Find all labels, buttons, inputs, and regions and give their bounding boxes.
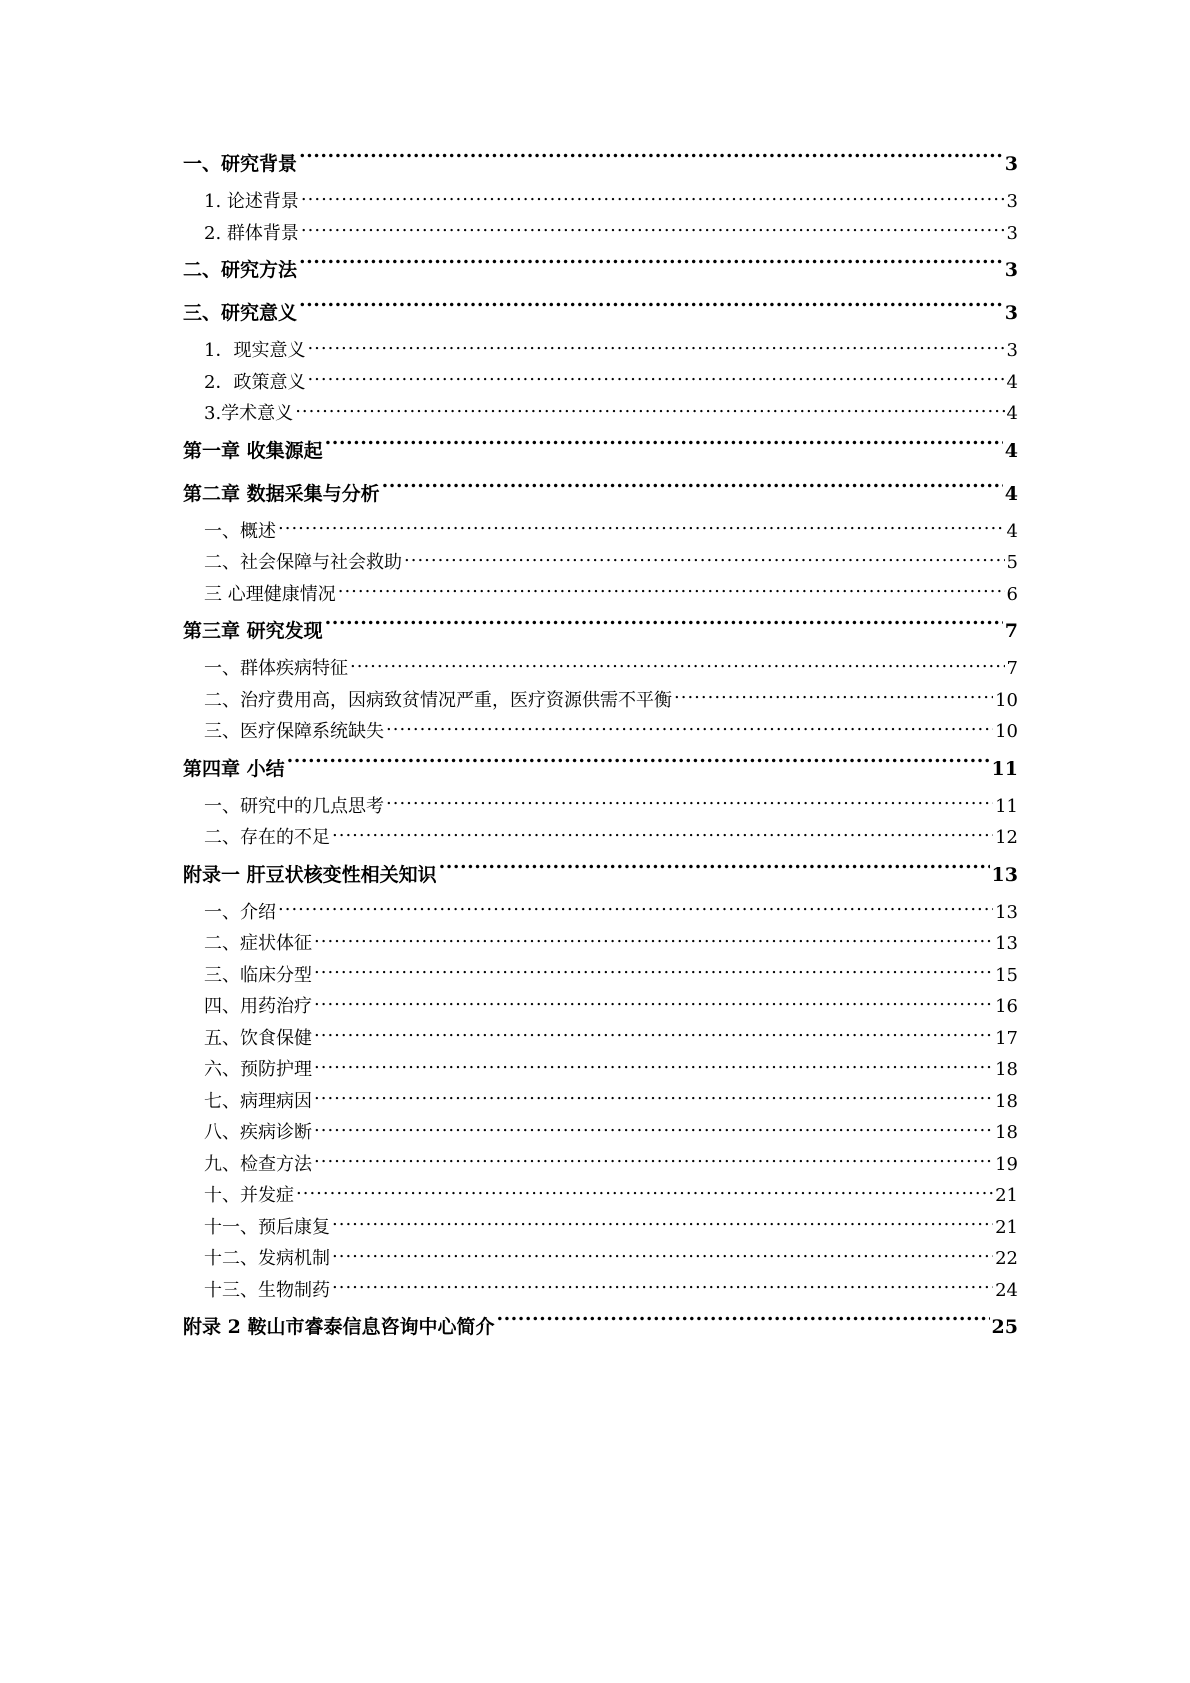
- toc-entry-title: 六、预防护理: [204, 1059, 312, 1080]
- dot-leader: [404, 550, 1005, 568]
- dot-leader: [307, 370, 1004, 388]
- toc-entry-title: 三、医疗保障系统缺失: [204, 721, 384, 742]
- toc-page-number: 5: [1006, 552, 1018, 573]
- toc-page-number: 10: [995, 721, 1018, 742]
- toc-subentry[interactable]: [183, 716, 1018, 748]
- toc-subentry[interactable]: [183, 991, 1018, 1023]
- toc-heading-entry[interactable]: [183, 473, 1018, 516]
- dot-leader: [314, 963, 993, 981]
- dot-leader: [439, 862, 990, 881]
- toc-entry-title: 一、研究背景: [183, 153, 298, 175]
- toc-page-number: 11: [991, 757, 1018, 780]
- toc-entry-title: 二、研究方法: [183, 259, 298, 281]
- dot-leader: [301, 221, 1005, 239]
- dot-leader: [350, 656, 1005, 674]
- dot-leader: [496, 1314, 989, 1333]
- toc-page-number: 21: [995, 1216, 1018, 1238]
- toc-page-number: 3: [1004, 302, 1018, 324]
- dot-leader: [314, 1089, 993, 1107]
- toc-page-number: 4: [1006, 371, 1018, 393]
- toc-subentry[interactable]: [183, 685, 1018, 717]
- toc-subentry[interactable]: [183, 1212, 1018, 1244]
- toc-page-number: 25: [991, 1316, 1018, 1338]
- toc-entry-title: 十二、发病机制: [204, 1248, 330, 1269]
- toc-subentry[interactable]: [183, 579, 1018, 611]
- toc-page-number: 4: [1004, 439, 1018, 462]
- toc-page-number: 19: [995, 1153, 1018, 1175]
- toc-entry-title: 三、研究意义: [183, 302, 298, 324]
- toc-heading-entry[interactable]: [183, 143, 1018, 186]
- toc-subentry[interactable]: [183, 1275, 1018, 1307]
- toc-heading-entry[interactable]: [183, 610, 1018, 653]
- dot-leader: [314, 1057, 993, 1075]
- dot-leader: [332, 825, 993, 843]
- toc-entry-title: 第四章 小结: [183, 757, 285, 780]
- toc-page-number: 7: [1004, 620, 1018, 642]
- toc-heading-entry[interactable]: [183, 854, 1018, 897]
- toc-subentry[interactable]: [183, 218, 1018, 250]
- dot-leader: [307, 338, 1004, 356]
- toc-page-number: 4: [1006, 520, 1018, 542]
- dot-leader: [332, 1246, 993, 1264]
- toc-page-number: 18: [995, 1059, 1018, 1080]
- toc-page-number: 18: [995, 1122, 1018, 1143]
- toc-heading-entry[interactable]: [183, 292, 1018, 335]
- toc-entry-title: 第二章 数据采集与分析: [183, 482, 380, 505]
- toc-entry-title: 1. 论述背景: [204, 191, 299, 212]
- dot-leader: [299, 257, 1003, 276]
- dot-leader: [287, 756, 990, 775]
- toc-entry-title: 三、临床分型: [204, 964, 312, 986]
- toc-page-number: 3: [1004, 153, 1018, 175]
- toc-heading-entry[interactable]: [183, 1306, 1018, 1349]
- toc-page-number: 13: [995, 901, 1018, 923]
- toc-entry-title: 第三章 研究发现: [183, 620, 323, 642]
- toc-page-number: 10: [995, 689, 1018, 711]
- toc-page-number: 13: [995, 933, 1018, 954]
- toc-subentry[interactable]: [183, 547, 1018, 579]
- toc-subentry[interactable]: [183, 398, 1018, 430]
- toc-subentry[interactable]: [183, 335, 1018, 367]
- toc-entry-title: 十三、生物制药: [204, 1279, 330, 1301]
- toc-subentry[interactable]: [183, 1023, 1018, 1055]
- toc-subentry[interactable]: [183, 897, 1018, 929]
- dot-leader: [386, 794, 993, 812]
- dot-leader: [314, 1120, 993, 1138]
- toc-entry-title: 二、存在的不足: [204, 827, 330, 848]
- toc-entry-title: 四、用药治疗: [204, 996, 312, 1017]
- dot-leader: [296, 1183, 993, 1201]
- toc-page-number: 3: [1004, 259, 1018, 281]
- dot-leader: [325, 438, 1003, 457]
- dot-leader: [301, 189, 1005, 207]
- toc-entry-title: 第一章 收集源起: [183, 439, 323, 462]
- toc-entry-title: 二、症状体征: [204, 933, 312, 954]
- toc-entry-title: 一、介绍: [204, 901, 276, 923]
- toc-entry-title: 附录一 肝豆状核变性相关知识: [183, 863, 437, 886]
- toc-subentry[interactable]: [183, 516, 1018, 548]
- toc-entry-title: 二、治疗费用高，因病致贫情况严重，医疗资源供需不平衡: [204, 689, 672, 711]
- toc-entry-title: 2．政策意义: [204, 371, 306, 393]
- toc-page-number: 3: [1006, 340, 1018, 361]
- toc-entry-title: 七、病理病因: [204, 1090, 312, 1112]
- toc-entry-title: 十一、预后康复: [204, 1216, 330, 1238]
- toc-entry-title: 2. 群体背景: [204, 222, 299, 244]
- toc-page-number: 22: [995, 1248, 1018, 1269]
- toc-page-number: 3: [1006, 191, 1018, 212]
- dot-leader: [278, 519, 1005, 537]
- toc-page-number: 21: [995, 1185, 1018, 1206]
- dot-leader: [332, 1215, 993, 1233]
- toc-entry-title: 三 心理健康情况: [204, 583, 336, 605]
- toc-entry-title: 一、概述: [204, 520, 276, 542]
- dot-leader: [299, 151, 1003, 170]
- toc-subentry[interactable]: [183, 1243, 1018, 1275]
- toc-subentry[interactable]: [183, 822, 1018, 854]
- dot-leader: [314, 1026, 993, 1044]
- toc-subentry[interactable]: [183, 1054, 1018, 1086]
- toc-subentry[interactable]: [183, 653, 1018, 685]
- toc-subentry[interactable]: [183, 1117, 1018, 1149]
- toc-subentry[interactable]: [183, 960, 1018, 992]
- toc-page-number: 16: [995, 996, 1018, 1017]
- toc-entry-title: 附录 2 鞍山市睿泰信息咨询中心简介: [183, 1316, 495, 1338]
- dot-leader: [278, 900, 993, 918]
- toc-entry-title: 八、疾病诊断: [204, 1122, 312, 1143]
- dot-leader: [382, 481, 1003, 500]
- dot-leader: [314, 931, 993, 949]
- toc-page-number: 15: [995, 964, 1018, 986]
- toc-page-number: 17: [995, 1027, 1018, 1049]
- toc-page-number: 7: [1006, 658, 1018, 679]
- toc-page-number: 4: [1006, 403, 1018, 424]
- toc-subentry[interactable]: [183, 791, 1018, 823]
- dot-leader: [386, 719, 993, 737]
- toc-subentry[interactable]: [183, 186, 1018, 218]
- dot-leader: [325, 618, 1003, 637]
- toc-page-number: 6: [1006, 583, 1018, 605]
- toc-page-number: 11: [995, 795, 1018, 817]
- dot-leader: [674, 688, 993, 706]
- toc-page-number: 12: [995, 827, 1018, 848]
- toc-entry-title: 一、群体疾病特征: [204, 658, 348, 679]
- toc-page-number: 24: [995, 1279, 1018, 1301]
- dot-leader: [338, 582, 1005, 600]
- toc-page-number: 4: [1004, 482, 1018, 505]
- dot-leader: [299, 300, 1003, 319]
- table-of-contents: [183, 143, 1018, 1349]
- dot-leader: [314, 994, 993, 1012]
- toc-entry-title: 1．现实意义: [204, 340, 306, 361]
- toc-page-number: 3: [1006, 222, 1018, 244]
- toc-entry-title: 一、研究中的几点思考: [204, 795, 384, 817]
- toc-page-number: 13: [991, 863, 1018, 886]
- toc-entry-title: 九、检查方法: [204, 1153, 312, 1175]
- toc-heading-entry[interactable]: [183, 748, 1018, 791]
- toc-subentry[interactable]: [183, 367, 1018, 399]
- toc-entry-title: 五、饮食保健: [204, 1027, 312, 1049]
- toc-heading-entry[interactable]: [183, 249, 1018, 292]
- toc-subentry[interactable]: [183, 1180, 1018, 1212]
- dot-leader: [314, 1152, 993, 1170]
- toc-entry-title: 3.学术意义: [204, 403, 294, 424]
- dot-leader: [295, 401, 1004, 419]
- toc-subentry[interactable]: [183, 1086, 1018, 1118]
- toc-heading-entry[interactable]: [183, 430, 1018, 473]
- toc-subentry[interactable]: [183, 928, 1018, 960]
- toc-entry-title: 二、社会保障与社会救助: [204, 552, 402, 573]
- toc-subentry[interactable]: [183, 1149, 1018, 1181]
- toc-entry-title: 十、并发症: [204, 1185, 294, 1206]
- toc-page-number: 18: [995, 1090, 1018, 1112]
- dot-leader: [332, 1278, 993, 1296]
